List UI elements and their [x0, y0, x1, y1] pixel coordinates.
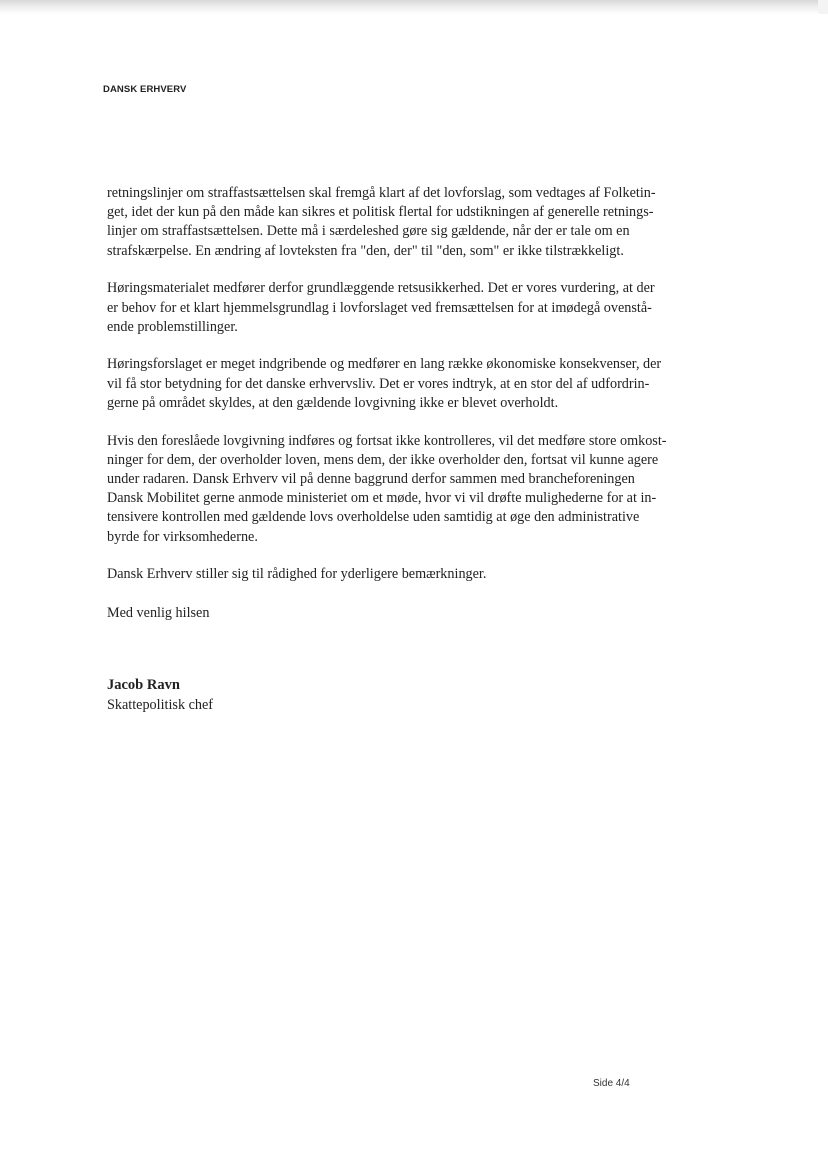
text-line: er behov for et klart hjemmelsgrundlag i lovforslaget ved fremsættelsen for at imødegå ovenstå-: [107, 299, 652, 316]
signatory-title: Skattepolitisk chef: [107, 697, 213, 713]
text-line: Høringsforslaget er meget indgribende og medfører en lang række økonomiske konsekvenser, der: [107, 356, 662, 373]
paragraph: [107, 565, 717, 584]
text-line: Dansk Erhverv stiller sig til rådighed for yderligere bemærkninger.: [107, 566, 487, 583]
text-line: ende problemstillinger.: [107, 318, 238, 335]
signature-block: [107, 675, 213, 715]
text-line: ninger for dem, der overholder loven, mens dem, der ikke overholder den, fortsat vil kunne agere: [107, 451, 659, 468]
text-line: tensivere kontrollen med gældende lovs overholdelse uden samtidig at øge den administrative: [107, 509, 640, 526]
text-line: vil få stor betydning for det danske erhvervsliv. Det er vores indtryk, at en stor del af udfordrin-: [107, 375, 650, 392]
closing-text: Med venlig hilsen: [107, 605, 210, 622]
paragraph: [107, 184, 717, 261]
paragraph: [107, 355, 717, 413]
text-line: get, idet der kun på den måde kan sikres et politisk flertal for udstikningen af generelle retnings-: [107, 204, 654, 221]
organization-header: DANSK ERHVERV: [103, 84, 187, 95]
text-line: gerne på området skyldes, at den gældende lovgivning ikke er blevet overholdt.: [107, 394, 559, 411]
text-line: strafskærpelse. En ændring af lovteksten fra "den, der" til "den, som" er ikke tilstrækkeligt.: [107, 242, 624, 259]
text-line: Hvis den foreslåede lovgivning indføres og fortsat ikke kontrolleres, vil det medføre store omkost-: [107, 432, 667, 449]
page-number: Side 4/4: [593, 1078, 630, 1089]
text-line: Høringsmaterialet medfører derfor grundlæggende retsusikkerhed. Det er vores vurdering, at der: [107, 280, 655, 297]
paragraph: [107, 279, 717, 337]
scan-edge-corner: [818, 0, 828, 14]
letter-body: [107, 184, 717, 642]
text-line: linjer om straffastsættelsen. Dette må i særdeleshed gøre sig gældende, når der er tale om en: [107, 223, 630, 240]
text-line: under radaren. Dansk Erhverv vil på denne baggrund derfor sammen med brancheforeningen: [107, 470, 635, 487]
signatory-name: Jacob Ravn: [107, 677, 180, 693]
scan-edge-shadow: [0, 0, 828, 14]
text-line: Dansk Mobilitet gerne anmode ministeriet om et møde, hvor vi vil drøfte mulighederne for at in-: [107, 490, 657, 507]
text-line: retningslinjer om straffastsættelsen skal fremgå klart af det lovforslag, som vedtages af Folketin-: [107, 185, 656, 201]
text-line: byrde for virksomhederne.: [107, 528, 258, 545]
closing-salutation: [107, 604, 717, 623]
paragraph: [107, 432, 717, 547]
